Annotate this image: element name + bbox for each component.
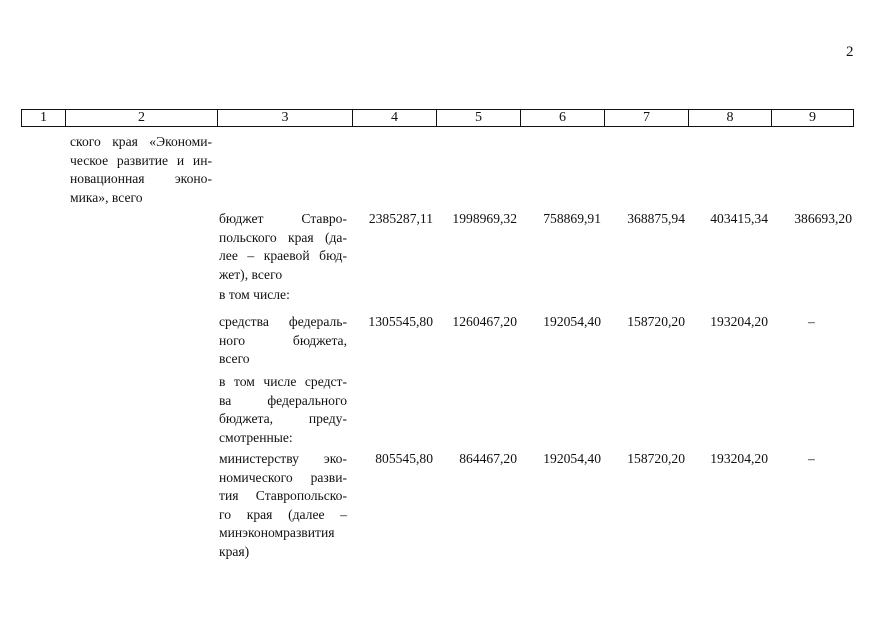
header-col-2: 2 [66, 110, 218, 126]
row-label-line: ва федерального [219, 392, 347, 408]
value-col-4: 805545,80 [375, 451, 433, 466]
row-label-line: ного бюджета, [219, 332, 347, 348]
row-label-line: министерству эко- [219, 451, 347, 466]
row-label-line: лее – краевой бюд- [219, 248, 347, 263]
header-col-4: 4 [353, 110, 437, 126]
header-col-8: 8 [689, 110, 772, 126]
row-label-including [219, 286, 347, 305]
program-name-line: новационная эконо- [70, 171, 212, 186]
row-label-line: минэкономразвития [219, 525, 335, 540]
value-col-6: 192054,40 [543, 451, 601, 466]
row-label-line: польского края (да- [219, 229, 347, 245]
table-header-row [21, 109, 854, 127]
row-label-line: всего [219, 351, 250, 366]
program-name-line: ческое развитие и ин- [70, 152, 212, 168]
row-label-federal-provided [219, 373, 347, 447]
row-label-line: в том числе средст- [219, 374, 347, 389]
header-col-7: 7 [605, 110, 689, 126]
row-label-federal-funds [219, 313, 347, 369]
value-col-7: 158720,20 [627, 451, 685, 466]
value-col-4: 2385287,11 [368, 211, 433, 226]
value-col-8: 403415,34 [710, 211, 768, 226]
header-col-1: 1 [22, 110, 66, 126]
row-label-line: в том числе: [219, 287, 290, 302]
value-col-8: 193204,20 [710, 451, 768, 466]
header-col-6: 6 [521, 110, 605, 126]
value-col-6: 758869,91 [543, 211, 601, 226]
value-col-5: 1998969,32 [452, 211, 517, 226]
row-label-line: номического разви- [219, 469, 347, 485]
row-label-ministry [219, 450, 347, 561]
program-name-line: мика», всего [70, 189, 143, 205]
value-col-4: 1305545,80 [368, 314, 433, 329]
row-label-line: бюджет Ставро- [219, 211, 347, 226]
page-number: 2 [846, 44, 854, 60]
value-col-5: 864467,20 [459, 451, 517, 466]
header-col-9: 9 [809, 110, 816, 125]
row-label-line: жет), всего [219, 266, 283, 282]
value-col-5: 1260467,20 [452, 314, 517, 329]
row-label-line: бюджета, преду- [219, 411, 347, 426]
row-label-line: средства федераль- [219, 314, 347, 329]
value-col-9: – [808, 451, 815, 466]
row-label-regional-budget [219, 210, 347, 284]
header-col-3: 3 [218, 110, 353, 126]
program-name-line: ского края «Экономи- [70, 134, 212, 149]
value-col-7: 368875,94 [627, 211, 685, 226]
row-label-line: го края (далее – [219, 506, 347, 522]
row-label-line: тия Ставропольско- [219, 488, 347, 503]
header-col-5: 5 [437, 110, 521, 126]
value-col-8: 193204,20 [710, 314, 768, 329]
value-col-9: – [808, 314, 815, 329]
program-name-cell [70, 133, 212, 207]
value-col-9: 386693,20 [794, 211, 852, 226]
row-label-line: смотренные: [219, 429, 293, 445]
row-label-line: края) [219, 543, 250, 559]
value-col-6: 192054,40 [543, 314, 601, 329]
value-col-7: 158720,20 [627, 314, 685, 329]
